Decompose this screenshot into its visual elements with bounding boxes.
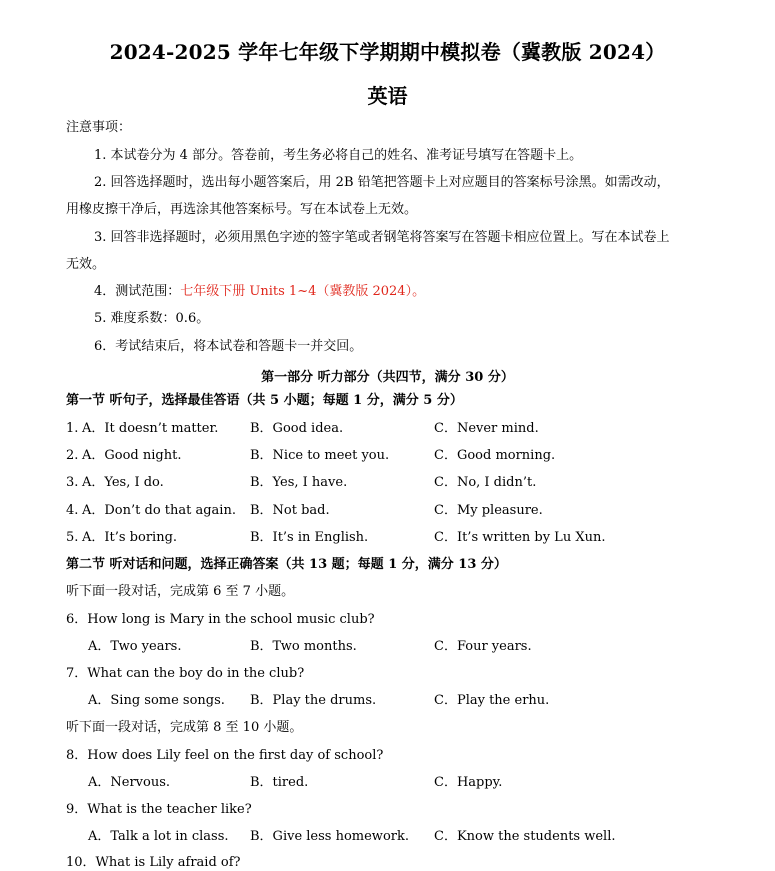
question-8-option-c: C．Happy. [434, 775, 503, 790]
question-9-option-c: C．Know the students well. [434, 829, 616, 844]
question-5-option-b: B．It’s in English. [250, 530, 369, 545]
question-3-option-c: C．No, I didn’t. [434, 475, 537, 490]
question-1-option-a: A．It doesn’t matter. [82, 421, 219, 436]
notice-item-4 [94, 284, 425, 300]
question-7-option-c: C．Play the erhu. [434, 693, 550, 708]
part1-heading: 第一部分 听力部分（共四节，满分 30 分） [261, 370, 514, 385]
question-3-option-a: A．Yes, I do. [82, 475, 164, 490]
question-9-option-b: B．Give less homework. [250, 829, 409, 844]
notice-item-3-cont: 无效。 [66, 257, 106, 272]
question-3-option-b: B．Yes, I have. [250, 475, 348, 490]
question-1-option-c: C．Never mind. [434, 421, 539, 436]
question-2-number: 2. [66, 448, 79, 463]
question-1-option-b: B．Good idea. [250, 421, 344, 436]
dialogue-instruction-1: 听下面一段对话，完成第 6 至 7 小题。 [66, 584, 295, 599]
notice-item-6: 6．考试结束后，将本试卷和答题卡一并交回。 [94, 339, 363, 354]
question-6-option-a: A．Two years. [88, 639, 182, 654]
section1-heading: 第一节 听句子，选择最佳答语（共 5 小题；每题 1 分，满分 5 分） [66, 393, 463, 408]
section2-heading: 第二节 听对话和问题，选择正确答案（共 13 题；每题 1 分，满分 13 分） [66, 557, 507, 572]
question-9-option-a: A．Talk a lot in class. [88, 829, 229, 844]
notice-heading: 注意事项： [66, 120, 132, 135]
dialogue-instruction-2: 听下面一段对话，完成第 8 至 10 小题。 [66, 720, 303, 735]
notice-item-1: 1. 本试卷分为 4 部分。答卷前，考生务必将自己的姓名、准考证号填写在答题卡上。 [94, 148, 583, 163]
notice-item-2: 2. 回答选择题时，选出每小题答案后，用 2B 铅笔把答题卡上对应题目的答案标号涂黑。如需改动， [94, 175, 670, 190]
notice-item-3: 3. 回答非选择题时，必须用黑色字迹的签字笔或者钢笔将答案写在答题卡相应位置上。写在本试卷上 [94, 230, 670, 245]
question-2-option-c: C．Good morning. [434, 448, 556, 463]
question-3-number: 3. [66, 475, 79, 490]
question-4-option-a: A．Don’t do that again. [82, 503, 236, 518]
question-6-stem: 6．How long is Mary in the school music club? [66, 612, 375, 627]
notice-item-4-label: 4．测试范围： [94, 284, 181, 299]
question-7-option-a: A．Sing some songs. [88, 693, 225, 708]
question-8-stem: 8．How does Lily feel on the first day of school? [66, 748, 384, 763]
question-8-option-b: B．tired. [250, 775, 309, 790]
question-7-stem: 7．What can the boy do in the club? [66, 666, 305, 681]
question-2-option-a: A．Good night. [82, 448, 182, 463]
exam-title: 2024-2025 学年七年级下学期期中模拟卷（冀教版 2024） [109, 40, 666, 64]
notice-item-2-cont: 用橡皮擦干净后，再选涂其他答案标号。写在本试卷上无效。 [66, 202, 418, 217]
question-4-option-b: B．Not bad. [250, 503, 330, 518]
question-9-stem: 9．What is the teacher like? [66, 802, 252, 817]
question-4-option-c: C．My pleasure. [434, 503, 543, 518]
question-6-option-b: B．Two months. [250, 639, 357, 654]
question-8-option-a: A．Nervous. [88, 775, 171, 790]
question-7-option-b: B．Play the drums. [250, 693, 377, 708]
question-6-option-c: C．Four years. [434, 639, 532, 654]
question-4-number: 4. [66, 503, 79, 518]
test-range: 七年级下册 Units 1~4（冀教版 2024）。 [180, 284, 426, 299]
question-5-option-c: C．It’s written by Lu Xun. [434, 530, 606, 545]
question-2-option-b: B．Nice to meet you. [250, 448, 390, 463]
notice-item-5: 5. 难度系数：0.6。 [94, 311, 210, 326]
question-5-number: 5. [66, 530, 79, 545]
question-10-stem: 10．What is Lily afraid of? [66, 855, 241, 870]
question-5-option-a: A．It’s boring. [82, 530, 178, 545]
question-1-number: 1. [66, 421, 79, 436]
subject-title: 英语 [367, 84, 408, 108]
